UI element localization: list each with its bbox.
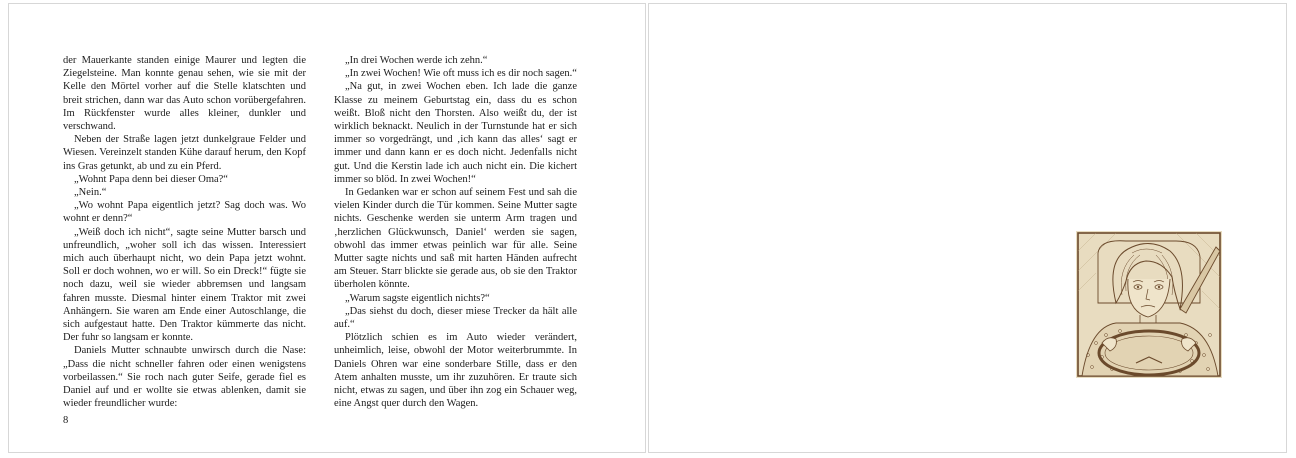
paragraph: „Na gut, in zwei Wochen eben. Ich lade die ganze Klasse zu meinem Geburtstag ein, dass du es schon weißt. Bloß nicht den Thorsten. Also weißt du, der ist wirklich beknackt. Neulich in der Turnstunde hat er sich immer so vorgedrängt, und ‚ich kann das alles‘ sagt er immer und dann kann er es doch nicht. Jedenfalls nicht gut. Und die Kerstin lade ich auch nicht ein. Die kichert immer so blöd. In zwei Wochen!“	[334, 81, 577, 185]
paragraph: „In drei Wochen werde ich zehn.“	[345, 55, 488, 66]
paragraph: „In zwei Wochen! Wie oft muss ich es dir noch sagen.“	[345, 68, 577, 80]
paragraph: „Das siehst du doch, dieser miese Trecker da hält alle auf.“	[334, 305, 577, 331]
paragraph: „Weiß doch ich nicht“, sagte seine Mutter barsch und unfreundlich, „woher soll ich das wissen. Interessiert mich auch überhaupt nicht, wo dein Papa jetzt wohnt. Soll er doch wohnen, wo er will. So ein Dreck!“ fügte sie noch dazu, weil sie wieder abbremsen und langsam fahren musste. Diesmal hinter einem Traktor mit zwei Anhängern. Sie waren am Ende einer Autoschlange, die sich aufgestaut hatte. Den Traktor kümmerte das nicht. Der fuhr so langsam er konnte.	[63, 226, 306, 344]
paragraph: Daniels Mutter schnaubte unwirsch durch die Nase: „Dass die nicht schneller fahren oder einen wenigstens vorbeilassen.“ Sie roch nach guter Seife, gerade fiel es Daniel auf und er wollte sie etwas ablenken, damit sie wieder freundlicher wurde:	[63, 345, 306, 410]
paragraph: „Nein.“	[74, 187, 107, 199]
text-column-left	[63, 54, 306, 410]
paragraph: In Gedanken war er schon auf seinem Fest und sah die vielen Kinder durch die Tür kommen. Seine Mutter sagte nichts. Geschenke werden sie unterm Arm tragen und ‚herzlichen Glückwunsch, Daniel‘ werden sie sagen, obwohl das immer etwas peinlich war für alle. Seine Mutter sagte nichts und saß mit harten Händen aufrecht am Steuer. Starr blickte sie gerade aus, ob sie den Traktor überholen könnte.	[334, 187, 577, 291]
paragraph: der Mauerkante standen einige Maurer und legten die Ziegelsteine. Man konnte genau sehen, wie sie mit der Kelle den Mörtel vorher auf die Stelle klatschten und breit strichen, dann war das Auto schon vorübergefahren. Im Rückfenster wurde alles kleiner, dunkler und verschwand.	[63, 55, 306, 133]
etching-illustration	[1076, 231, 1222, 378]
paragraph: „Wohnt Papa denn bei dieser Oma?“	[74, 173, 228, 185]
paragraph: Plötzlich schien es im Auto wieder verändert, unheimlich, leise, obwohl der Motor weiterbrummte. In Daniels Ohren war eine sonderbare Stille, dass er den Atem anhalten musste, um ihr zuzuhören. Er traute sich nicht, etwas zu sagen, und über ihn zog ein Schauer weg, eine Angst quer durch den Wagen.	[334, 332, 577, 410]
left-page	[8, 3, 646, 453]
text-column-right	[334, 54, 577, 410]
right-page	[648, 3, 1287, 453]
paragraph: „Wo wohnt Papa eigentlich jetzt? Sag doch was. Wo wohnt er denn?“	[63, 200, 306, 225]
paragraph: „Warum sagste eigentlich nichts?“	[345, 292, 490, 304]
page-number: 8	[63, 415, 69, 426]
paragraph: Neben der Straße lagen jetzt dunkelgraue Felder und Wiesen. Vereinzelt standen Kühe darauf herum, den Kopf ins Gras getunkt, ab und zu ein Pferd.	[63, 134, 306, 172]
